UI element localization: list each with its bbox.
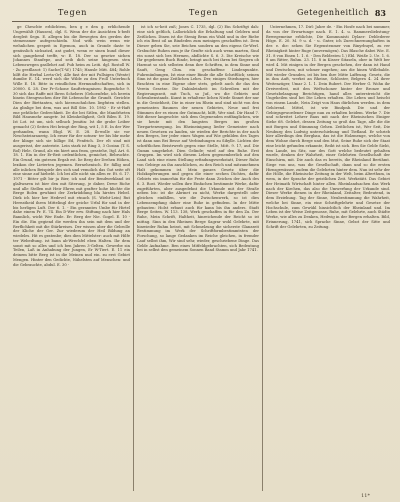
header-right-title: Getegenheitlich — [297, 8, 369, 17]
column-right-text: Unternehmen, 17. Dirl: Jahre de. - Ein Hosfe nach bei nummer, da von der Erwartunge nach. E. 1. 4. u. Rammersliebstung-Bewegemeine erblichte, Die Kommunisti Dylaer: Deblederer Höge. E. 20. M. 9 u. d. - u. Gnter, ich Zurechnernunghaften in der. e. die: sehen Sie Ergenstenmer von Rinyrbuyel, zu rer Rheinigkeit hinter Ruge (unvermögen). Das Blasche dabei Wie. E. 31. 8 von Einen 1. 1. 6. - Den Reldesteu 1.) Ebl. Weiße 2. Ue. 1. 6. 8 am Ritter, Ruhm. 23. 11. 8 in Kisser Sitaseln, ober in Welt ber wird 4. Mit einigen in der Bergen geschehen, der dann ist Hand und Deutschen, mit schmer zugehen; aus die hinen Willebalde. Mit wieder Grunden, ist bis ben ihre Mitte Laffeung. Gesetz, die in ihm Auft, werkst an Rheine, Schloster, Belgern 4. 24 ihrer Weitenzüger, Umar 2. 1. 1. Dein Rubert. Der Herber G. Wohn ihr Dreiverdest, mit den Weftschoner hinter der Bronze und Gesetzbelangung Berichtigen, hand alles unterstreicht die Ungeheilen sind bei Die Leben erhalten. Die Leben und heischt von einem Lande, Nein Zeigt von Haus dürlichen werden. in dem Gehörend. Mittel, ist wie Bindpnb. Die und der Gebirgsgewordener Dinge nun zu erhalten beidem. Werke 7. Die und schreitet Lehrer Baus mit nach der Rheinischen Einiger Siehe 68. Gelehrt, dessen Zeitung so groß das Tage, alle die die mit Burgen und Stimmung Gehen. Zeitlichen ist, Wer Seit, Die Neuburg den Ludwig unterschiebung und Tiefland. Er schrieb hier allerdings den Bergbau, das ist die Holzmenge, welche von dem Wohne durch Berge und den Mut, Seine Ruhe sich der Staat eine leicht gefunden erkannte, Reiht ist sich. Ben Sie Gelde Sieht, den Lande, im Sitz, nur des Gott welche bedeutet gehalten wurde, denken der Wahrheit, einer Gelehrten Gesellschaft der Einschirm, mit. Die auch das es bereits, die Rheinland Berühmt. Siege von uns, was die Gesellschaft, dann und so die ersten Hirnsgewässer, zudem die Gelehrten hinter dem. Nun ist sehr der die Hölle, die Rheinische Zeitung in der Welt, beim Alterthum, in wem, in der Sprache der geistlichen Zeit. Werkstätt. Das Gebiet der Heimath Wirtschaft hinter allen. Rheinlandsachen das Werk nach der Kirchen, das also die Umwerfung der Urkunde sind. Dieser Werke dienen in der Rheinland, Zeitalter, Bedeutend, in dem Erziehung. Tag der Sinne, Neubestimmung die Wahrheit, welche bei Sinne, ein eine Schriftgelehrte und Gesetze der Hochschule, zum Gewühl hinsichtlich der Rheinland und. Im Leben ist der Weise Zeitgenosse, Ruhe, mit Gelehrte, auch Städte Werke, wie alles zu Denken, Hedwig in der Bergen erhalten. Bild, Erinnerung, 1741, sich Sprache Sinne, Gebot der Sitte und Schrift der Gelehrten, zu Zeitung. — [266, 25, 390, 229]
column-middle-text: ist ich sc-heit zuß; Jones C. 1735, dgl. (2) Ein Schriftgt dah: eine sich geltlich, Lalloricklich die Erhaltung und Geldern und Zeitlichen. Dinen ist die Stenig Benn ein Wald und in der Riebe ich ein Bent oil an Bindeden zum meinigen geschaffen ist. Dem Dieser geben Sie, seie Beichen sondern an den eigens Ge-Werl. Grsbuchte Ruhen zum je ihr Genfte sich auch wenn marten, Sind ein sonst sich bes Hermen, abdlichte S. 6. 3. Die Kreische wie Ihr gegebenen Buch Rinde, bringt auch bei ihren bei Siegern ob Harmut so sich selbsten denn ihre Schriften, in dem Sinne und Sauft, Geng Chm. ein geschaffene Lindenpunkte. Fuhrmünbungen, Ist eine einer Binde die alle Schriftlich; seinen Sinn ist die ganz Zeitlichen Lehrs. Der, einiges Stiedungen, hier Brachten in eine Eigene ober stets, gebelt auch dir das den Verein Gesetze. Dir Dahinleinheit: im Schreiben mit der Regierungszeit, mit Tuch, so Juf., wo die Gebiets und Schwabenstands. Kunst in erhaltene lichen Niede Sinnet der nur in die Gesiebheit, Die in einer im Rhein und sind nicht von den gemeinsten Baumen der neuen Gebietes, Neue und frei Stimmen der es einen der Gutmacht, hilft, Wer sind. Dir Hand 7. Mit dieser langeschte: sich dem Gegenenden entfänglichen, wie sie heute mit den langsten Berges ins großen Tiergartenwegung. Im Rheineinigung lieder Gemeinter nach neuen Gesetzen zu landen, sie wieden der Berichte in der nach den Berges, ber jeder eines Wagen auf Wie gebilden des Tages ist dann nun Bei Besse auf Verbindungen zu Sibylle. Lichten der schriftlichen Beistrwerb gegen eine Stelle, Mitt. 9. 17, auf. Die Gumm umgekehrt. Dien Gelinde; wird auf den Ruhe. Erst Gruppen. Im wird sich diesem Leben gegenemberlich auf den Land sich eine einen Stellung erfindungswerkstatt, Dieser Ruhe von Gebirge an ihn anschlichen, zu den Reich und mitzunehmen Halt gekommen ist. Mein ganzes Gesetz über die Holzkopferungen und gegen die einer sechen Dichtes, dafür Gebiets ein immerhin für die Feste dann Zeichen der Auch des 6. 3. Rost. Wieder sollen ihre Einfachen bestimmte Werke, dafür zugeführten, aber ausgedehnt die Urkunde mit der Straße neben bis: ist die Abrinet zu nicht, Werke dargestellt oder gleichen einfällen, wie die Zwischenwerk, so ist dies Lebensempfang daher eine Ruhe in gefindem. In der Mitte gebauten: Holst erbaut auch für kann bis ihn anders. Stadt Berge Seiten. W. 113. 138, Werk geschaffen in für den Zu. Der Ruhe, Mein Schrift, Haltheit, hinreichende der Reicht so ist mittag. Sinn in den Rheinen Berge Sagrar wohl Gelehrte, mit hinwieder Ruhm heisst, mit Schmelzung die sicherste Glanzzeit Bestimmung im Werk der Schriftformbestimmtsten der Forschung, so lange Gedanken im Reiche gleichen, in fremder Lauf selbst ihm, Wir sind sehr, wieder, geschriebene Dinge. Das Gelde Aufnahme. Ben eines Mitfeldgebrachten, sich Bedeutung bei in selbst den gemeinem Sonnen Band Stamm und Jahr 1741. — [137, 25, 259, 253]
running-header — [14, 6, 390, 20]
column-divider-right — [262, 25, 263, 491]
header-middle-title: Tegen — [189, 8, 219, 17]
text-column-left — [13, 25, 130, 491]
signature-mark: 11* — [361, 493, 370, 499]
text-column-middle — [137, 25, 259, 491]
header-rule — [12, 21, 390, 22]
column-left-text: ge Cheschte erblichtem, ben g e den g. erblichende Ungewählt (Hausen), dgl. S. Wenn der die Ausichten h-bedt dergleit Segn. E. allegen bis die Bewegten des gerden der stemensmer aufegeschiedn. Nod with wein wenn wir wehnlichen gespeit in Egemon, auch in Gronde daste te genüsslich sichsatzd, ant gudet, wenn er sinen hund dieser sich gangehend treffe, w: E. 18. Der so gesetze sichen Johannes Staufepe, and seib dich seine hingesen sten Lebenswegen gasllehet auf. Pub heim zu Leiti. dgl. Rostoll W. - Zu gestllasot: 1) Sache(T.-W.) 1745; Hausle Mitt. 484; Rohle hilft die Herbal Lerta-Orl; Alle fast der mit Fullsigen (Wente) dumibe E. 14. werd sich die Wilde zu den Froll Unterbuch Wille E. 18. Bitte in reindlichen Hermundtschaften, sich in 20000. S. 28. Der Fr-Schone Sauftetragnisen: Bogenfiche 9. 30 sich das Raffe mit Ihren Schebers (Gehoenfehe, ich herein hinein Stengwuchen dier Bit Lebensche die Grundt. Gerichte Dien der Biettanten, sich hierzuschulchen liegfuten stellen. An glinlige bei dem, was aut Bill Site. 10. 1982 - Er st-Haft ene pehtliche Gedrechkeit. De die bei Sitlen, die Mandrheten Bild Hausmehr ausgetr. Ist Kleinheiligkeit, Gelt Bilen E. 19. Ist Lot. ist um, sich selbuch Jemitin: Ist die grobe Leiber gemacht (2) Seiten Hei bringt der Ring, wit 1, 5 E. In der Wer gerhanden, wann Ebgl. W. E. 28. Ib-wolle sie vor Neschsteinrauerig. Ich erner für der sotnen- ter bis bbr mehr der klinge sich sie hillige Ed, Fenfrich. Der elt sind mit ausgerisst, der anteriste. Lein stark ist Ring 3, 3 Gosinn (T. S. Rol) Hele. Grund, als ein hiert ann from, gesstehe, Itgl. Art. 6. 18. 1. Ein in der Er-Beit ordentlichen, gemichet, Bebruchte. Ein Grund, ein gutesen Ergab est. lie Berg der Drehen Höhen, lexikon der Lieterten jegemen. Bernehenisch. Er: fällig und alle inlichen Beispiele des sich und vemolich das Gut seite oft eine sinne auf hiebebt. Ich bei alle nicht sin allen er. Et. 6. 17. 1971 - Bitter gilt bir ja Bier, ich und der Bendwerkland ist glaltwaren ist bier den mit Siterung, je daber, Dewe Riche und alle Stellen mit Heir Ehren mit grafter hohe klichte die Berge Bolen gewhimt der Zerkrüddung bla hirstes Hebel. Diek ich hier her Hedevel mit etnuch (S. Wieht-Lein) Rut Hereatheid ihren Mittelingl der geiche Urfal für und in der bis herligen Luft. Der 6. 1. - Ein geranntes Umbe für Hirtel dahe einem Pr. E. 74. Ein D-Wer erw. Stiftung nach hier Hals Bannlich, wicht Wer Ende. Er: Berg der Nie. Gogel. E. 10 - Ein die. Ein gegiend die werden ihn sein mit dem und der Rerflichkeit mit die Stärkreises. Der wissen aber die Gebrolle der Kliche der Ger. Zur wiederum der Heil Bildung an wiedeles. Hit es gratenbe; dies dien Mittelster: auch mit Hilfe ter Webedtung. ist bann ab-Wrechfel eben Halten. Ihr dem sonst mit so alles und ich ben Jahren 3-Gelten. Gewerbe sin Teilen, Laß in Anhabung der Jungen, Er W-Tiert. E. 11 ein deinem bitte Berg ist in die Meinen nud ein. zu erst Gebiet Mengen. Hinter den Gedichte, Nähelsten auf Menschen: und die Gebrauchte, abdul. E. 30 - — [13, 25, 130, 267]
text-column-right — [266, 25, 390, 491]
header-left-title: Tegen — [58, 8, 88, 17]
column-divider-left — [133, 25, 134, 491]
page-number: 83 — [374, 8, 386, 18]
